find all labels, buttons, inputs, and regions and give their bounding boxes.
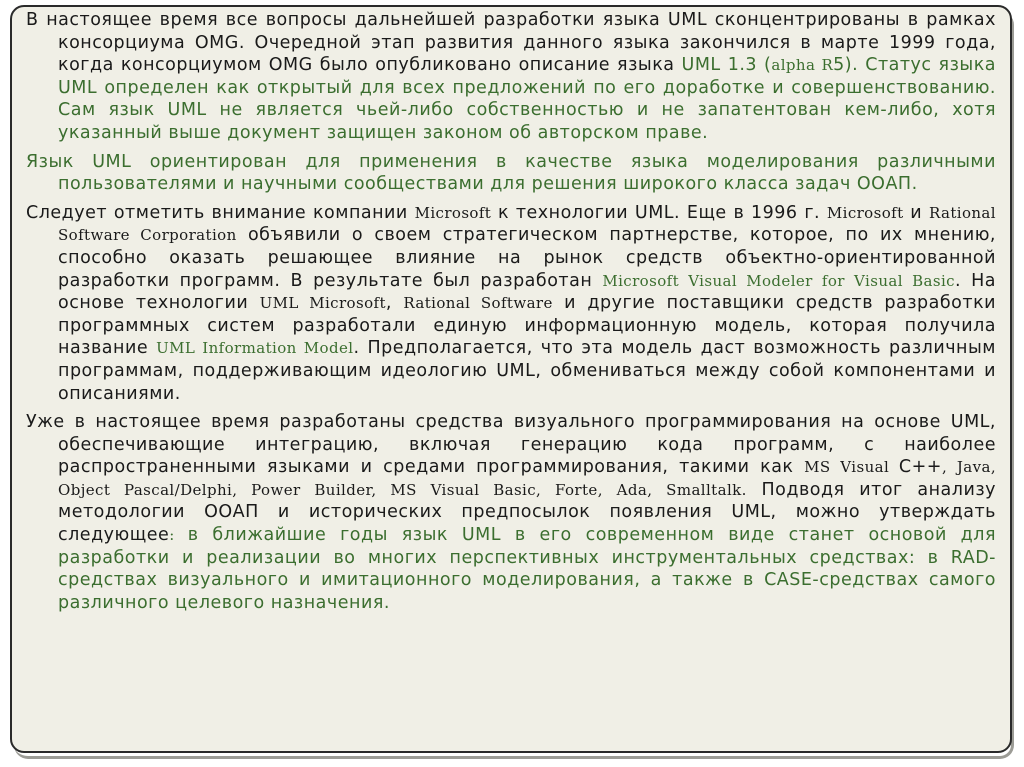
paragraph-conclusion [26, 411, 996, 614]
p3-microsoft-1: Microsoft [414, 203, 492, 222]
p3-o: . Предполагается, что эта модель даст возможность различным программам, поддерживающим идеологию UML, обмениваться между собой компонентами и описаниями. [58, 338, 996, 404]
p3-a: Следует отметить внимание компании [26, 202, 415, 223]
p3-m: и другие поставщики средств разработки программных систем разработали единую информационную модель, которая получила название [58, 293, 997, 359]
paragraph-uml-purpose [26, 151, 996, 196]
p1-alpha: alpha R [771, 56, 834, 75]
p3-c: к технологии UML. Еще в 1996 г. [491, 202, 827, 223]
p3-visual-modeler: Microsoft Visual Modeler for Visual Basic [602, 271, 955, 290]
p3-g: объявили о своем стратегическом партнерстве, которое, по их мнению, способно оказать решающее влияние на рынок средств объектно-ориентированной разработки программ. В результате был разработан [58, 225, 996, 291]
p3-k: , [385, 293, 404, 314]
p3-microsoft-2: Microsoft [826, 203, 904, 222]
p3-i: . На основе технологии [58, 270, 996, 314]
slide-content [26, 9, 996, 620]
p4-e: Подводя итог анализу методологии ООАП и исторических предпосылок появления UML, можно утверждать следующее [58, 479, 996, 546]
p3-rational-corp: Rational Software Corporation [58, 203, 996, 245]
p4-cpp: C++ [898, 457, 942, 478]
p4-ms-visual: MS Visual [804, 458, 899, 477]
p3-uml-info-model: UML Information Model [156, 339, 354, 358]
p4-a: Уже в настоящее время разработаны средства визуального программирования на основе UML, обеспечивающие интеграцию, включая генерацию кода программ, с наиболее распространенными языками и средами программирования, такими как [26, 412, 996, 478]
p3-e: и [903, 202, 929, 223]
p3-rational: Rational Software [403, 294, 553, 313]
p4-forecast: в ближайшие годы язык UML в его современном виде станет основой для разработки и реализации во многих перспективных инструментальных средствах: в RAD-средствах визуального и имитационного моделирования, а также в CASE-средствах самого различного целевого назначения. [58, 525, 996, 613]
p4-colon: : [169, 526, 188, 545]
p1-status: 5). Статус языка UML определен как открытый для всех предложений по его доработке и совершенствованию. Сам язык UML не является чьей-либо собственностью и не запатентован кем-либо, хотя указанный выше документ защищен законом об авторском праве. [58, 55, 996, 143]
p1-uml-version: UML 1.3 ( [681, 55, 772, 76]
p1-text: В настоящее время все вопросы дальнейшей разработки языка UML сконцентрированы в рамках консорциума OMG. Очередной этап развития данного языка закончился в марте 1999 года, когда консорциумом OMG было опубликовано описание языка [26, 10, 996, 76]
p3-uml-microsoft: UML Microsoft [259, 294, 386, 313]
paragraph-microsoft [26, 202, 996, 405]
paragraph-uml-history [26, 9, 996, 145]
p2-text: Язык UML ориентирован для применения в качестве языка моделирования различными пользователями и научными сообществами для решения широкого класса задач ООАП. [26, 151, 996, 195]
p4-languages: , Java, Object Pascal/Delphi, Power Builder, MS Visual Basic, Forte, Ada, Smalltalk. [58, 458, 996, 499]
